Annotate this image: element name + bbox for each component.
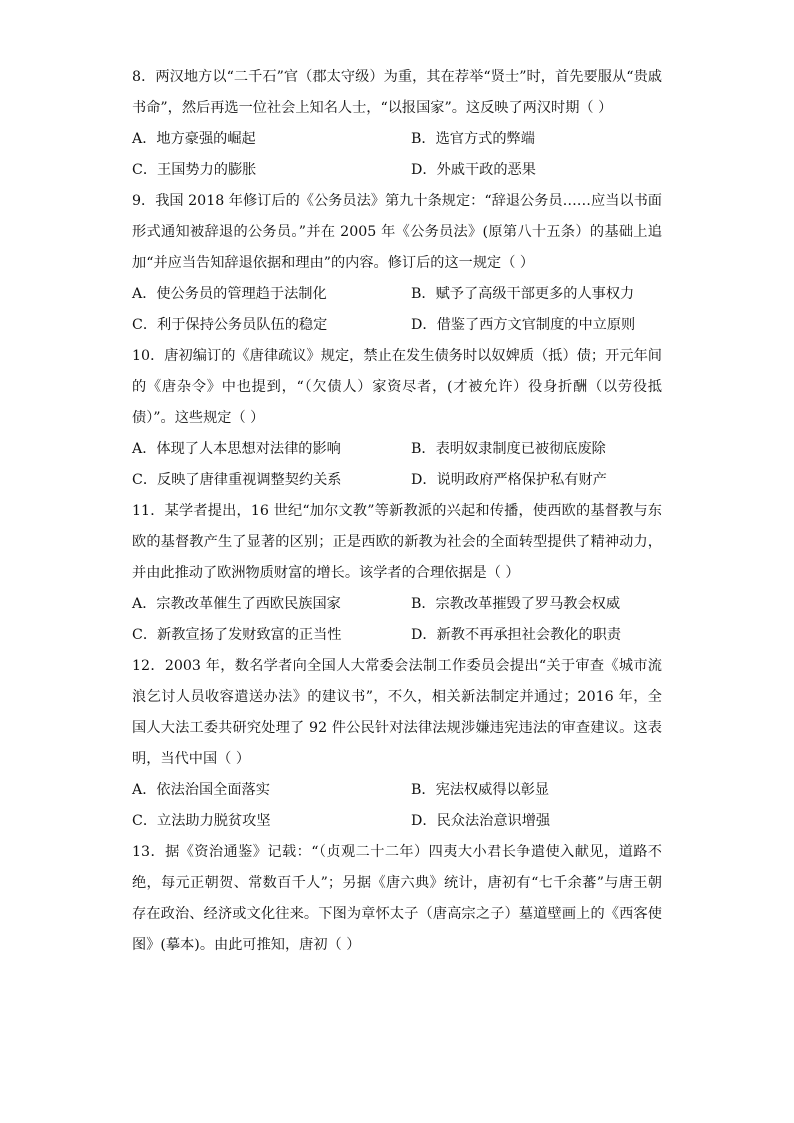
answer-options: [132, 279, 662, 341]
question-stem: 13．据《资治通鉴》记载：“（贞观二十二年）四夷大小君长争遣使入献见，道路不绝，每元正朝贺、常数百千人”；另据《唐六典》统计，唐初有“七千余蕃”与唐王朝存在政治、经济或文化往来。下图为章怀太子（唐高宗之子）墓道壁画上的《西客使图》(摹本)。由此可推知，唐初（ ）: [132, 844, 662, 953]
option-d: D．借鉴了西方文官制度的中立原则: [411, 317, 636, 333]
question-stem: 12．2003 年，数名学者向全国人大常委会法制工作委员会提出“关于审查《城市流浪乞讨人员收容遣送办法》的建议书”，不久，相关新法制定并通过；2016 年，全国人大法工委共研究处理了 92 件公民针对法律法规涉嫌违宪违法的审查建议。这表明，当代中国（ ）: [132, 658, 662, 767]
option-a: A．体现了人本思想对法律的影响: [132, 441, 341, 457]
question-12: [132, 651, 662, 837]
option-b: B．宗教改革摧毁了罗马教会权威: [411, 596, 621, 612]
answer-options: [132, 434, 662, 496]
option-d: D．说明政府严格保护私有财产: [411, 472, 607, 488]
option-d: D．外戚干政的恶果: [411, 162, 536, 178]
question-stem: 9．我国 2018 年修订后的《公务员法》第九十条规定：“辞退公务员……应当以书面形式通知被辞退的公务员。”并在 2005 年《公务员法》(原第八十五条）的基础上追加“并应当告知辞退依据和理由”的内容。修订后的这一规定（ ）: [132, 193, 662, 271]
question-10: [132, 341, 662, 496]
option-b: B．赋予了高级干部更多的人事权力: [411, 286, 635, 302]
option-d: D．民众法治意识增强: [411, 813, 551, 829]
question-11: [132, 496, 662, 651]
option-b: B．表明奴隶制度已被彻底废除: [411, 441, 606, 457]
answer-options: [132, 589, 662, 651]
question-stem: 10．唐初编订的《唐律疏议》规定，禁止在发生债务时以奴婢质（抵）债；开元年间的《唐杂令》中也提到，“（欠债人）家资尽者，(才被允许）役身折酬（以劳役抵债）”。这些规定（ ）: [132, 348, 662, 426]
option-b: B．宪法权威得以彰显: [411, 782, 550, 798]
question-8: [132, 62, 662, 186]
question-9: [132, 186, 662, 341]
option-c: C．立法助力脱贫攻坚: [132, 813, 271, 829]
option-a: A．使公务员的管理趋于法制化: [132, 286, 327, 302]
answer-options: [132, 124, 662, 186]
option-c: C．王国势力的膨胀: [132, 162, 257, 178]
question-13: [132, 837, 662, 961]
option-c: C．新教宣扬了发财致富的正当性: [132, 627, 342, 643]
option-d: D．新教不再承担社会教化的职责: [411, 627, 622, 643]
question-stem: 11．某学者提出，16 世纪“加尔文教”等新教派的兴起和传播，使西欧的基督教与东欧的基督教产生了显著的区别；正是西欧的新教为社会的全面转型提供了精神动力，并由此推动了欧洲物质财富的增长。该学者的合理依据是（ ）: [132, 503, 662, 581]
option-a: A．宗教改革催生了西欧民族国家: [132, 596, 341, 612]
option-c: C．利于保持公务员队伍的稳定: [132, 317, 328, 333]
option-a: A．依法治国全面落实: [132, 782, 270, 798]
option-a: A．地方豪强的崛起: [132, 131, 256, 147]
option-c: C．反映了唐律重视调整契约关系: [132, 472, 342, 488]
answer-options: [132, 775, 662, 837]
question-stem: 8．两汉地方以“二千石”官（郡太守级）为重，其在荐举“贤士”时，首先要服从“贵戚书命”，然后再选一位社会上知名人士，“以报国家”。这反映了两汉时期（ ）: [132, 69, 662, 116]
option-b: B．选官方式的弊端: [411, 131, 535, 147]
